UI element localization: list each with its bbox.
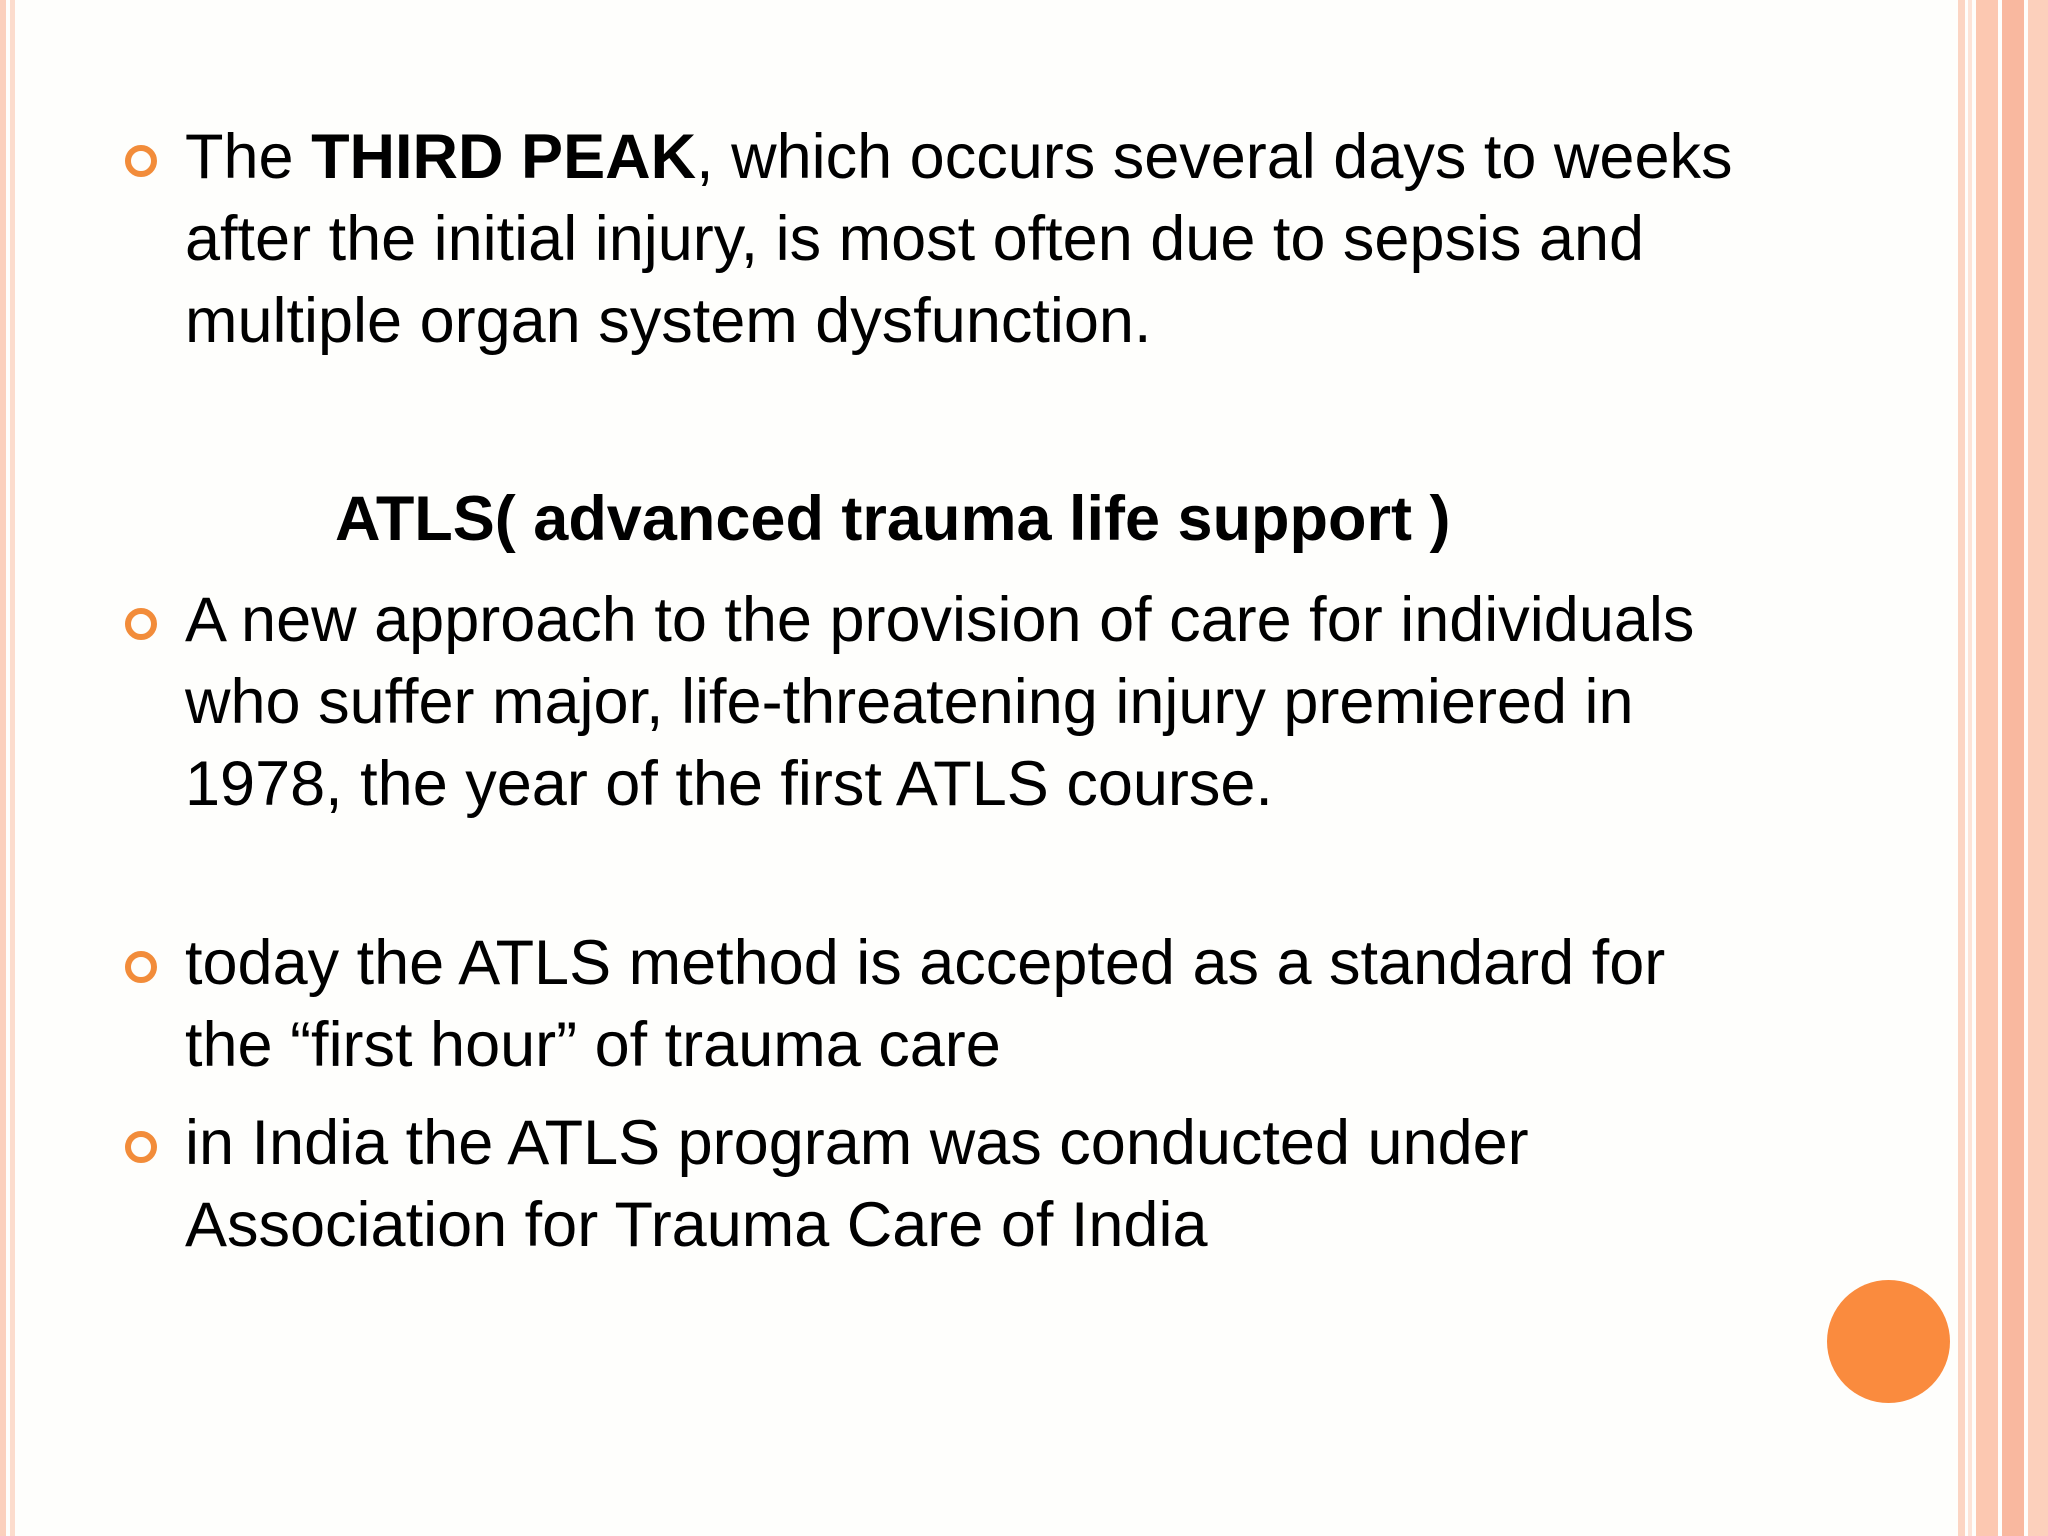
- bullet-text-rest: , which occurs several days to weeks after the initial injury, is most often due to sepsis and multiple organ system dysfunction.: [185, 122, 1733, 356]
- right-border-stripe-2: [1968, 0, 1972, 1536]
- bullet-text-start: The: [185, 122, 312, 192]
- decorative-orange-circle: [1827, 1280, 1950, 1403]
- circle-bullet-icon: [125, 1131, 157, 1163]
- right-border-stripe-1: [1958, 0, 1965, 1536]
- bullet-standard-method: [185, 922, 1745, 1086]
- circle-bullet-icon: [125, 145, 157, 177]
- bullet-bold-term: THIRD PEAK: [311, 122, 697, 192]
- bullet-text: in India the ATLS program was conducted under Association for Trauma Care of India: [185, 1108, 1529, 1260]
- circle-bullet-icon: [125, 951, 157, 983]
- bullet-new-approach: [185, 579, 1745, 825]
- bullet-text: today the ATLS method is accepted as a standard for the “first hour” of trauma care: [185, 928, 1666, 1080]
- right-border-stripe-3: [1976, 0, 1998, 1536]
- right-border-stripe-4: [2002, 0, 2024, 1536]
- circle-bullet-icon: [125, 608, 157, 640]
- section-heading: ATLS( advanced trauma life support ): [335, 484, 1451, 554]
- bullet-third-peak: [185, 116, 1745, 362]
- right-border-stripe-5: [2028, 0, 2048, 1536]
- bullet-text: A new approach to the provision of care for individuals who suffer major, life-threatening injury premiered in 1978, the year of the first ATLS course.: [185, 585, 1695, 819]
- bullet-india-program: [185, 1102, 1745, 1266]
